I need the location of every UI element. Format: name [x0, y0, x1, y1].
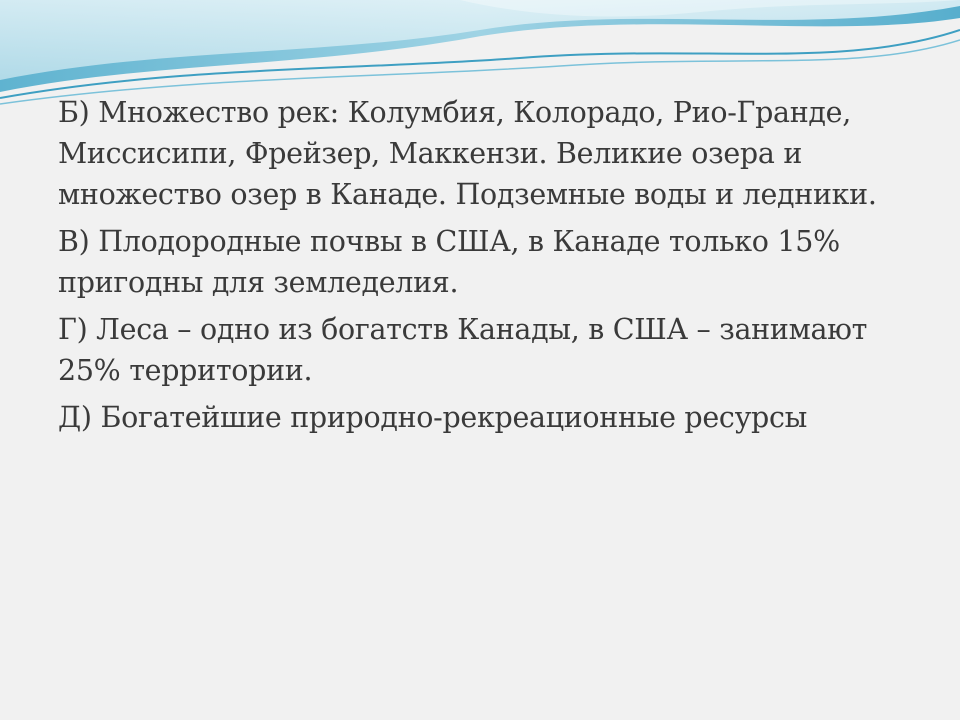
paragraph-soils: В) Плодородные почвы в США, в Канаде только 15% пригодны для земледелия. [58, 225, 840, 299]
slide-body [58, 92, 918, 444]
paragraph-rivers: Б) Множество рек: Колумбия, Колорадо, Рио-Гранде, Миссисипи, Фрейзер, Маккензи. Великие озера и множество озер в Канаде. Подземные воды и ледники. [58, 96, 877, 211]
paragraph-recreation: Д) Богатейшие природно-рекреационные ресурсы [58, 401, 808, 434]
paragraph-forests: Г) Леса – одно из богатств Канады, в США – занимают 25% территории. [58, 313, 868, 387]
